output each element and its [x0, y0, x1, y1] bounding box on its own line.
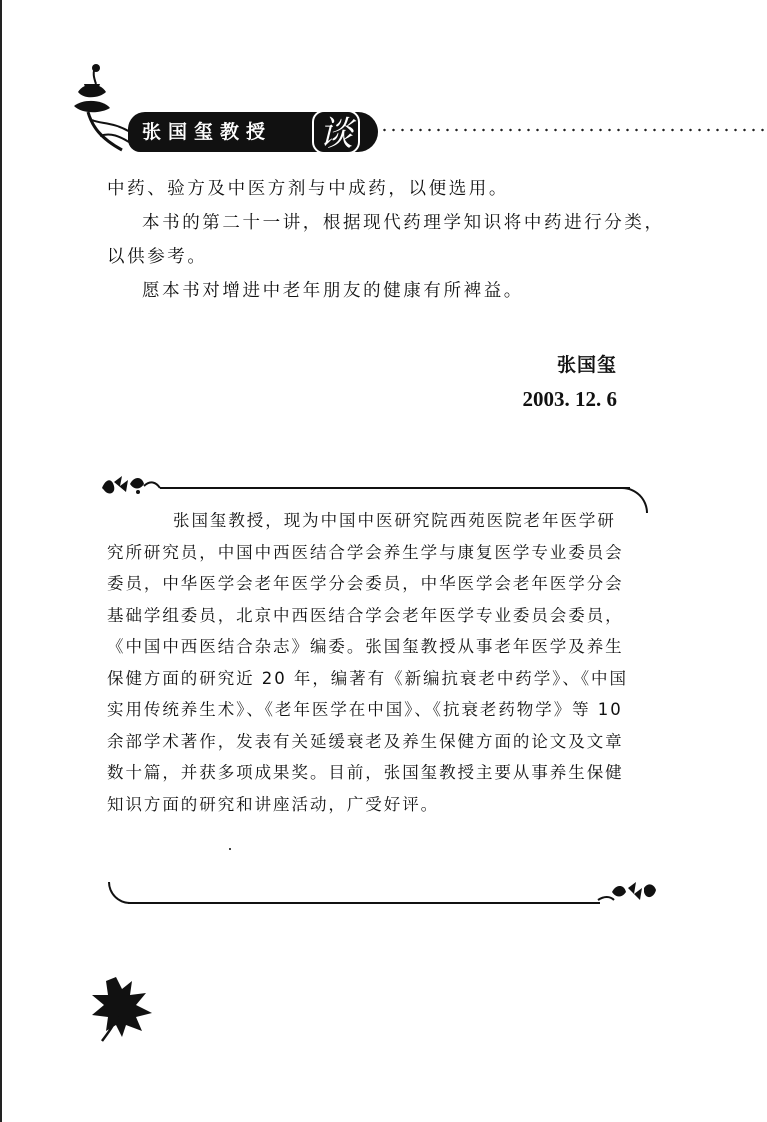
page-edge-line	[0, 0, 2, 1122]
paragraph-2: 本书的第二十一讲，根据现代药理学知识将中药进行分类，以供参考。	[107, 213, 665, 267]
bio-frame-bottom-corner	[108, 882, 138, 904]
signature-name: 张国玺	[556, 354, 617, 376]
author-bio: 张国玺教授，现为中国中医研究院西苑医院老年医学研究所研究员，中国中西医结合学会养生学与康复医学专业委员会委员，中华医学会老年医学分会委员，中华医学会老年医学分会基础学组委员，北京中西医结合学会老年医学专业委员会委员，《中国中西医结合杂志》编委。张国玺教授从事老年医学及养生保健方面的研究近 20 年，编著有《新编抗衰老中药学》、《中国实用传统养生术》、《老年医学在中国》、《抗衰老药物学》等 10 余部学术著作，发表有关延缓衰老及养生保健方面的论文及文章数十篇，并获多项成果奖。目前，张国玺教授主要从事养生保健知识方面的研究和讲座活动，广受好评。	[107, 511, 628, 814]
banner-title: 张国玺教授	[142, 121, 273, 143]
paragraph-1: 中药、验方及中医方剂与中成药，以便选用。	[107, 179, 509, 199]
dotted-rule	[380, 128, 767, 132]
banner-suffix-glyph: 谈	[312, 110, 360, 154]
signature-date: 2003. 12. 6	[522, 387, 617, 411]
floral-ornament-right-icon	[596, 878, 658, 908]
bio-frame-bottom-line	[128, 902, 600, 904]
bio-frame-top-line	[160, 487, 630, 489]
paragraph-3: 愿本书对增进中老年朋友的健康有所裨益。	[142, 281, 524, 301]
print-speck	[229, 848, 231, 850]
floral-ornament-left-icon	[100, 470, 162, 500]
leaf-icon	[86, 975, 156, 1045]
